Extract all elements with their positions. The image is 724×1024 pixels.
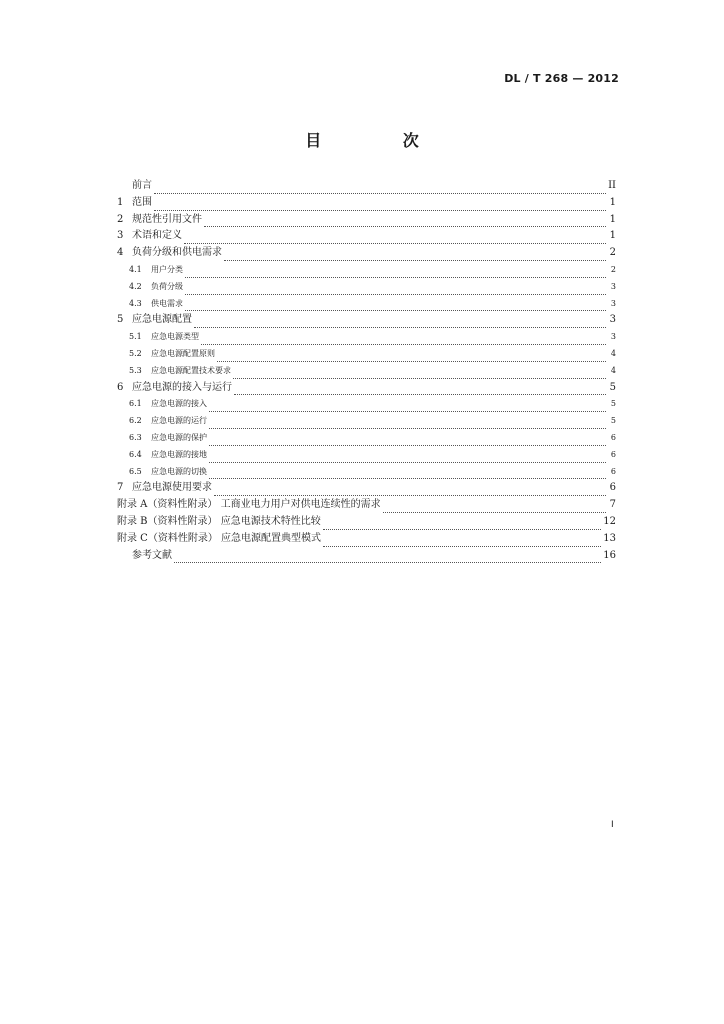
toc-entry[interactable] [117, 346, 616, 363]
toc-entry-label: 规范性引用文件 [132, 213, 202, 225]
toc-leader-dots [323, 538, 601, 547]
toc-leader-dots [209, 454, 606, 463]
toc-entry-label: 负荷分级 [151, 281, 183, 291]
toc-entry-label: 用户分类 [151, 264, 183, 274]
toc-entry-number: 3 [117, 230, 124, 242]
toc-leader-dots [184, 235, 606, 244]
toc-entry-number: 5.1 [129, 332, 142, 342]
toc-entry-label: 应急电源的运行 [151, 416, 207, 426]
toc-entry[interactable] [117, 312, 616, 329]
toc-entry-page: 2 [609, 247, 616, 259]
toc-leader-dots [217, 353, 606, 362]
toc-entry[interactable] [117, 363, 616, 380]
toc-entry-label: 应急电源的接入与运行 [132, 381, 232, 393]
toc-entry-label: 附录 B（资料性附录） 应急电源技术特性比较 [117, 515, 321, 527]
toc-entry-number: 6 [117, 381, 124, 393]
toc-leader-dots [323, 521, 602, 530]
toc-entry-page: 3 [610, 332, 616, 342]
toc-entry-page: II [608, 180, 616, 191]
toc-entry-page: 5 [610, 399, 616, 409]
toc-entry-number: 4 [117, 247, 124, 259]
toc-entry-label: 应急电源的接地 [151, 449, 207, 459]
table-of-contents [117, 178, 616, 564]
toc-entry-page: 5 [610, 416, 616, 426]
toc-entry[interactable] [117, 531, 616, 548]
document-code: DL / T 268 — 2012 [504, 72, 619, 85]
toc-entry-label: 附录 C（资料性附录） 应急电源配置典型模式 [117, 532, 322, 544]
toc-entry-number: 5 [117, 314, 124, 326]
toc-entry[interactable] [117, 195, 616, 212]
toc-entry-page: 4 [610, 365, 616, 375]
toc-entry-number: 6.5 [129, 466, 142, 476]
toc-entry-label: 供电需求 [151, 298, 183, 308]
toc-leader-dots [383, 504, 606, 513]
toc-entry[interactable] [117, 212, 616, 229]
toc-leader-dots [154, 185, 606, 194]
toc-leader-dots [234, 386, 606, 395]
toc-entry-label: 附录 A（资料性附录） 工商业电力用户对供电连续性的需求 [117, 499, 381, 511]
toc-leader-dots [185, 302, 606, 311]
toc-entry-page: 6 [610, 449, 616, 459]
toc-entry-number: 2 [117, 213, 124, 225]
toc-entry[interactable] [117, 396, 616, 413]
toc-entry-page: 1 [609, 213, 616, 225]
page-number: I [611, 820, 614, 830]
toc-leader-dots [185, 286, 606, 295]
toc-entry-label: 应急电源的接入 [151, 399, 207, 409]
toc-entry-number: 4.1 [129, 264, 142, 274]
toc-entry-page: 6 [610, 432, 616, 442]
toc-entry-label: 应急电源使用要求 [132, 482, 212, 494]
toc-entry[interactable] [117, 262, 616, 279]
toc-entry-page: 16 [603, 549, 616, 561]
toc-entry[interactable] [117, 413, 616, 430]
toc-entry-page: 13 [603, 532, 616, 544]
toc-entry[interactable] [117, 228, 616, 245]
toc-entry[interactable] [117, 497, 616, 514]
toc-leader-dots [194, 319, 606, 328]
toc-entry[interactable] [117, 296, 616, 313]
toc-entry-page: 3 [610, 281, 616, 291]
toc-entry-label: 范围 [132, 196, 152, 208]
toc-entry[interactable] [117, 245, 616, 262]
toc-leader-dots [209, 437, 606, 446]
toc-entry[interactable] [117, 514, 616, 531]
toc-leader-dots [204, 218, 606, 227]
page-title: 目 次 [305, 131, 457, 150]
toc-entry[interactable] [117, 480, 616, 497]
toc-leader-dots [209, 470, 606, 479]
toc-entry-number: 4.3 [129, 298, 142, 308]
toc-entry-number: 7 [117, 482, 124, 494]
toc-leader-dots [185, 269, 606, 278]
toc-entry-number: 4.2 [129, 281, 142, 291]
toc-entry[interactable] [117, 548, 616, 565]
toc-entry-label: 应急电源类型 [151, 332, 199, 342]
toc-entry-label: 应急电源配置 [132, 314, 192, 326]
toc-entry-page: 7 [609, 499, 616, 511]
toc-entry-label: 前言 [132, 180, 152, 191]
toc-entry-label: 应急电源的切换 [151, 466, 207, 476]
toc-leader-dots [233, 370, 606, 379]
toc-entry-page: 12 [603, 515, 616, 527]
toc-entry-page: 5 [609, 381, 616, 393]
toc-entry-page: 3 [609, 314, 616, 326]
toc-entry-number: 5.3 [129, 365, 142, 375]
toc-entry-label: 应急电源配置技术要求 [151, 365, 231, 375]
toc-entry-number: 1 [117, 196, 124, 208]
toc-entry-page: 2 [610, 264, 616, 274]
toc-leader-dots [201, 336, 606, 345]
toc-entry-label: 应急电源的保护 [151, 432, 207, 442]
toc-leader-dots [154, 202, 606, 211]
toc-entry[interactable] [117, 464, 616, 481]
toc-entry-page: 1 [609, 230, 616, 242]
toc-entry-number: 5.2 [129, 348, 142, 358]
toc-leader-dots [174, 554, 601, 563]
toc-entry-page: 4 [610, 348, 616, 358]
toc-entry-number: 6.1 [129, 399, 142, 409]
toc-entry-page: 6 [610, 466, 616, 476]
toc-entry[interactable] [117, 279, 616, 296]
toc-leader-dots [224, 252, 606, 261]
toc-entry-label: 术语和定义 [132, 230, 182, 242]
toc-entry-page: 3 [610, 298, 616, 308]
toc-leader-dots [209, 420, 606, 429]
toc-entry-label: 负荷分级和供电需求 [132, 247, 222, 259]
toc-entry-number: 6.4 [129, 449, 142, 459]
toc-leader-dots [214, 487, 606, 496]
toc-entry-label: 参考文献 [132, 549, 172, 561]
toc-entry[interactable] [117, 178, 616, 195]
toc-entry-label: 应急电源配置原则 [151, 348, 215, 358]
toc-entry[interactable] [117, 430, 616, 447]
toc-entry-number: 6.3 [129, 432, 142, 442]
toc-entry[interactable] [117, 380, 616, 397]
toc-entry[interactable] [117, 447, 616, 464]
toc-leader-dots [209, 403, 606, 412]
toc-entry[interactable] [117, 329, 616, 346]
toc-entry-page: 6 [609, 482, 616, 494]
toc-entry-page: 1 [609, 196, 616, 208]
toc-entry-number: 6.2 [129, 416, 142, 426]
